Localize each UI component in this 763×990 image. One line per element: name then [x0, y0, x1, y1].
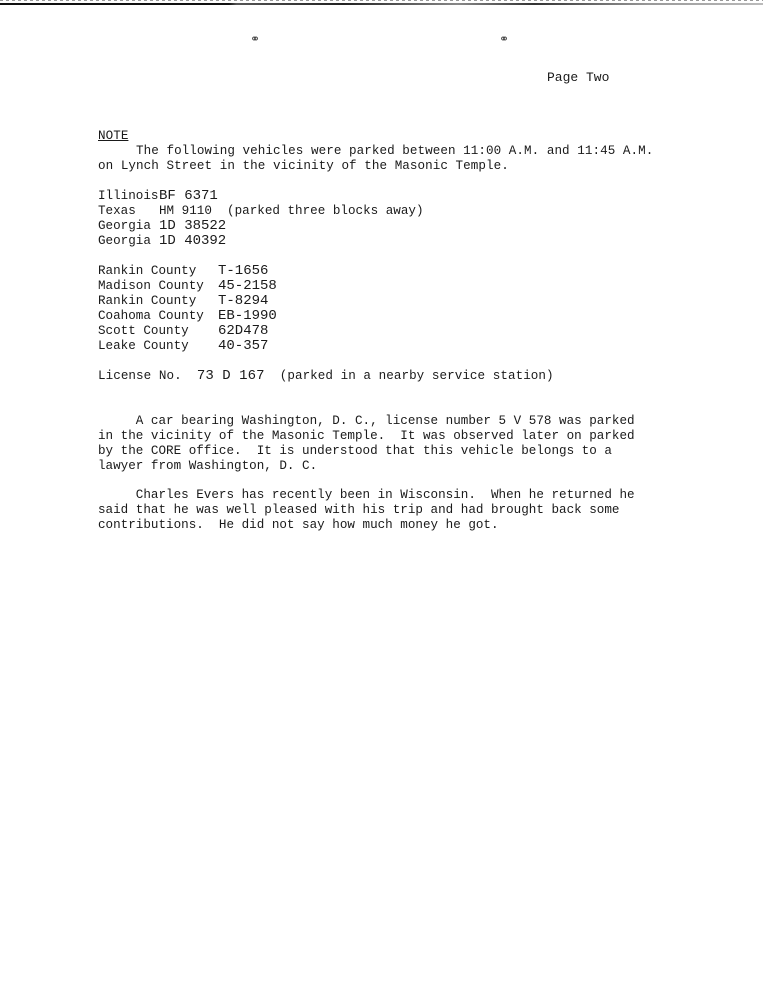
vehicle-state: Texas	[98, 204, 136, 218]
paragraph-line: lawyer from Washington, D. C.	[98, 459, 318, 473]
vehicle-plate: 40-357	[218, 338, 269, 354]
vehicle-plate: 1D 38522	[159, 218, 227, 234]
vehicle-plate: EB-1990	[218, 308, 277, 324]
note-heading: NOTE	[98, 129, 129, 143]
scan-edge-line	[0, 3, 763, 5]
list-item	[98, 219, 424, 234]
vehicle-county: Scott County	[98, 324, 189, 338]
vehicle-county: Coahoma County	[98, 309, 204, 323]
paragraph-line: by the CORE office. It is understood that this vehicle belongs to a	[98, 444, 612, 458]
vehicle-plate: T-1656	[218, 263, 269, 279]
list-item	[98, 324, 277, 339]
list-item	[98, 264, 277, 279]
scan-edge-dots	[0, 0, 763, 1]
paragraph-line: said that he was well pleased with his trip and had brought back some	[98, 503, 620, 517]
vehicle-county: Rankin County	[98, 264, 197, 278]
vehicle-plate: 45-2158	[218, 278, 277, 294]
note-intro-line-1: The following vehicles were parked between 11:00 A.M. and 11:45 A.M.	[98, 144, 654, 158]
vehicle-state: Illinois	[98, 189, 159, 203]
vehicle-plate: BF 6371	[159, 188, 218, 204]
list-item	[98, 204, 424, 219]
vehicle-county: Rankin County	[98, 294, 197, 308]
vehicle-county: Madison County	[98, 279, 204, 293]
paragraph-line: in the vicinity of the Masonic Temple. It was observed later on parked	[98, 429, 635, 443]
license-plate: 73 D 167	[196, 368, 265, 384]
vehicle-plate: T-8294	[218, 293, 269, 309]
license-remark: (parked in a nearby service station)	[279, 369, 554, 383]
county-vehicle-list	[98, 264, 277, 354]
note-intro	[98, 144, 653, 174]
list-item	[98, 189, 424, 204]
punch-mark-right: ⚭	[499, 33, 510, 47]
note-intro-line-2: on Lynch Street in the vicinity of the Masonic Temple.	[98, 159, 509, 173]
paragraph-line: contributions. He did not say how much money he got.	[98, 518, 499, 532]
vehicle-state: Georgia	[98, 219, 151, 233]
vehicle-plate: 1D 40392	[159, 233, 227, 249]
vehicle-plate: HM 9110	[159, 204, 212, 218]
list-item	[98, 279, 277, 294]
vehicle-remark: (parked three blocks away)	[227, 204, 424, 218]
paragraph-line: A car bearing Washington, D. C., license number 5 V 578 was parked	[98, 414, 635, 428]
vehicle-plate: 62D478	[218, 323, 269, 339]
page-label: Page Two	[547, 70, 610, 85]
vehicle-state: Georgia	[98, 234, 151, 248]
license-line	[98, 369, 554, 384]
list-item	[98, 294, 277, 309]
paragraph-line: Charles Evers has recently been in Wisconsin. When he returned he	[98, 488, 635, 502]
list-item	[98, 309, 277, 324]
list-item	[98, 339, 277, 354]
punch-mark-left: ⚭	[250, 33, 261, 47]
list-item	[98, 234, 424, 249]
state-vehicle-list	[98, 189, 424, 249]
vehicle-county: Leake County	[98, 339, 189, 353]
license-label: License No.	[98, 369, 182, 383]
paragraph-washington-car	[98, 414, 643, 474]
paragraph-charles-evers	[98, 488, 643, 533]
